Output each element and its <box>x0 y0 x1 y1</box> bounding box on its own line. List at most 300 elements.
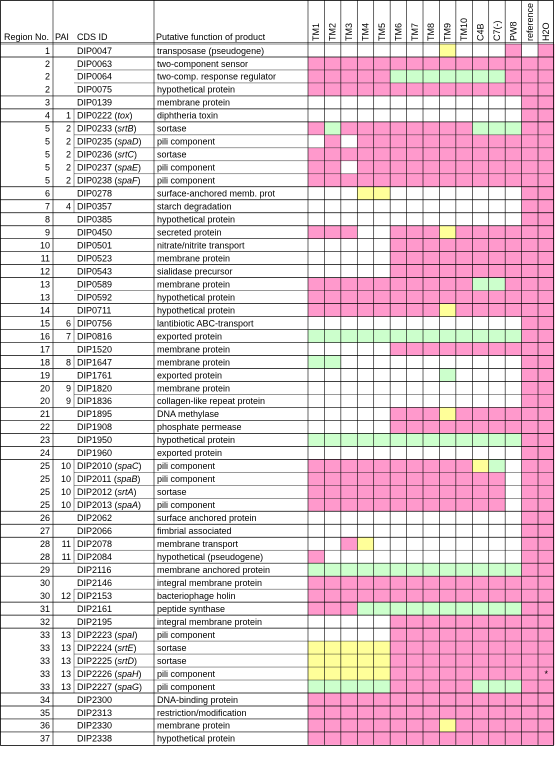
cell-DIP0075-TM2 <box>324 83 340 96</box>
cds-id: DIP2012 (srtA) <box>77 487 137 498</box>
cell-DIP0711-C4B <box>472 304 488 317</box>
cell-DIP2153-PW8 <box>505 589 521 602</box>
pai-number: 10 <box>60 461 71 472</box>
cell-DIP2227-TM6 <box>390 680 406 693</box>
cell-DIP2146-TM2 <box>324 576 340 589</box>
cell-DIP0238-reference <box>522 174 538 187</box>
cell-DIP2013-TM6 <box>390 498 406 511</box>
cell-DIP2330-TM3 <box>341 719 357 732</box>
cell-DIP2330-TM8 <box>423 719 439 732</box>
cell-DIP0523-TM10 <box>456 252 472 265</box>
cell-DIP2224-C7(-) <box>489 641 505 654</box>
cell-DIP0501-H2O <box>538 239 554 252</box>
cell-DIP2225-TM10 <box>456 654 472 667</box>
cds-id: DIP0543 <box>77 266 113 277</box>
putative-function: hypothetical protein <box>157 733 236 744</box>
cell-DIP2078-TM3 <box>341 537 357 550</box>
cell-DIP2116-TM2 <box>324 563 340 576</box>
cell-DIP2011-H2O <box>538 472 554 485</box>
region-number: 33 <box>39 668 50 679</box>
cell-DIP0233-C7(-) <box>489 122 505 135</box>
cell-DIP2013-TM1 <box>308 498 324 511</box>
cds-id: DIP1960 <box>77 448 113 459</box>
cell-DIP0063-C4B <box>472 57 488 70</box>
cell-DIP2146-TM6 <box>390 576 406 589</box>
cell-DIP2013-TM2 <box>324 498 340 511</box>
region-number: 34 <box>39 694 50 705</box>
cell-DIP2227-TM10 <box>456 680 472 693</box>
cell-DIP2011-TM2 <box>324 472 340 485</box>
cell-DIP2013-TM4 <box>357 498 373 511</box>
cell-DIP2153-TM3 <box>341 589 357 602</box>
cell-DIP0523-H2O <box>538 252 554 265</box>
cell-DIP2010-TM8 <box>423 459 439 472</box>
cell-DIP0075-C7(-) <box>489 83 505 96</box>
sample-header-tm8: TM8 <box>426 23 437 41</box>
sample-header-tm3: TM3 <box>344 23 355 41</box>
cell-DIP0064-TM8 <box>423 70 439 83</box>
pai-number: 2 <box>65 149 71 160</box>
cell-DIP1520-C7(-) <box>489 343 505 356</box>
cell-DIP0075-TM9 <box>439 83 455 96</box>
cell-DIP0816-reference <box>522 330 538 343</box>
cell-DIP2313-TM7 <box>407 706 423 719</box>
cds-id: DIP0236 (srtC) <box>77 149 138 160</box>
cell-DIP2116-TM6 <box>390 563 406 576</box>
putative-function: pili component <box>157 461 216 472</box>
cell-DIP1520-TM8 <box>423 343 439 356</box>
cell-DIP2225-C7(-) <box>489 654 505 667</box>
cell-DIP2226-C4B <box>472 667 488 680</box>
cell-DIP2225-H2O <box>538 654 554 667</box>
cell-DIP0063-H2O <box>538 57 554 70</box>
cell-DIP2116-TM7 <box>407 563 423 576</box>
cell-DIP1761-TM9 <box>439 369 455 382</box>
cell-DIP2338-H2O <box>538 732 554 745</box>
cell-DIP2224-PW8 <box>505 641 521 654</box>
putative-function: hypothetical protein <box>157 84 236 95</box>
cell-DIP2116-PW8 <box>505 563 521 576</box>
cell-DIP0592-TM3 <box>341 291 357 304</box>
cell-DIP0235-TM5 <box>374 135 390 148</box>
cds-id: DIP0523 <box>77 253 113 264</box>
putative-function: bacteriophage holin <box>157 590 236 601</box>
cell-DIP2012-C4B <box>472 485 488 498</box>
sample-header-h2o: H2O <box>541 22 552 41</box>
cell-DIP2300-C4B <box>472 693 488 706</box>
putative-function: hypothetical protein <box>157 435 236 446</box>
cds-id: DIP0075 <box>77 84 113 95</box>
cell-DIP2330-H2O <box>538 719 554 732</box>
putative-function: sortase <box>157 642 187 653</box>
cell-DIP2161-TM1 <box>308 602 324 615</box>
putative-function: exported protein <box>157 370 223 381</box>
cell-DIP2195-TM10 <box>456 615 472 628</box>
cell-DIP1895-TM6 <box>390 407 406 420</box>
cell-DIP2116-TM8 <box>423 563 439 576</box>
cell-DIP2300-TM5 <box>374 693 390 706</box>
cds-id: DIP2195 <box>77 616 113 627</box>
cell-DIP0139-reference <box>522 96 538 109</box>
cell-DIP2224-TM9 <box>439 641 455 654</box>
sample-header-tm9: TM9 <box>442 23 453 41</box>
cell-DIP0075-TM1 <box>308 83 324 96</box>
cell-DIP0047-PW8 <box>505 44 521 57</box>
cell-DIP2161-TM7 <box>407 602 423 615</box>
cell-DIP0075-TM7 <box>407 83 423 96</box>
putative-function: lantibiotic ABC-transport <box>157 318 254 329</box>
cell-DIP0711-TM3 <box>341 304 357 317</box>
region-number: 13 <box>39 292 50 303</box>
cell-DIP0711-TM1 <box>308 304 324 317</box>
cell-DIP0075-TM5 <box>374 83 390 96</box>
cell-DIP0235-C7(-) <box>489 135 505 148</box>
putative-function: membrane protein <box>157 344 231 355</box>
cell-DIP2012-TM6 <box>390 485 406 498</box>
cell-DIP2012-TM3 <box>341 485 357 498</box>
cell-DIP2223-PW8 <box>505 628 521 641</box>
cds-id: DIP0592 <box>77 292 113 303</box>
cell-DIP2224-TM1 <box>308 641 324 654</box>
cell-DIP0233-TM10 <box>456 122 472 135</box>
cell-DIP2223-reference <box>522 628 538 641</box>
cell-DIP1950-TM5 <box>374 433 390 446</box>
cell-DIP0238-TM7 <box>407 174 423 187</box>
pai-number: 13 <box>60 655 71 666</box>
cell-DIP0523-C7(-) <box>489 252 505 265</box>
cell-DIP2195-TM6 <box>390 615 406 628</box>
cell-DIP2224-reference <box>522 641 538 654</box>
cell-DIP2224-TM6 <box>390 641 406 654</box>
cell-DIP0711-PW8 <box>505 304 521 317</box>
cell-DIP1950-TM2 <box>324 433 340 446</box>
cds-id: DIP1520 <box>77 344 113 355</box>
region-number: 2 <box>44 71 50 82</box>
cell-DIP0501-TM9 <box>439 239 455 252</box>
cell-DIP0501-TM10 <box>456 239 472 252</box>
region-number: 16 <box>39 331 50 342</box>
cell-DIP0064-reference <box>522 70 538 83</box>
cell-DIP1908-TM10 <box>456 420 472 433</box>
cell-DIP1520-PW8 <box>505 343 521 356</box>
cds-id: DIP2224 (srtE) <box>77 642 137 653</box>
putative-function: nitrate/nitrite transport <box>157 240 245 251</box>
putative-function: two-component sensor <box>157 58 249 69</box>
cell-DIP2011-TM3 <box>341 472 357 485</box>
putative-function: secreted protein <box>157 227 222 238</box>
cell-DIP0237-reference <box>522 161 538 174</box>
region-number: 8 <box>44 214 50 225</box>
cds-id: DIP0450 <box>77 227 113 238</box>
cell-DIP0237-TM8 <box>423 161 439 174</box>
cell-DIP0816-TM6 <box>390 330 406 343</box>
cell-DIP1950-TM3 <box>341 433 357 446</box>
cell-DIP2013-H2O <box>538 498 554 511</box>
cell-DIP0523-TM6 <box>390 252 406 265</box>
cell-DIP0064-TM2 <box>324 70 340 83</box>
cds-id: DIP0385 <box>77 214 113 225</box>
cell-DIP1761-H2O <box>538 369 554 382</box>
cell-DIP0075-reference <box>522 83 538 96</box>
cell-DIP2013-TM9 <box>439 498 455 511</box>
cds-id: DIP1647 <box>77 357 113 368</box>
cell-DIP2227-TM3 <box>341 680 357 693</box>
cds-id: DIP2013 (spaA) <box>77 500 142 511</box>
cell-DIP1895-C4B <box>472 407 488 420</box>
cell-DIP2225-TM5 <box>374 654 390 667</box>
cell-DIP0064-H2O <box>538 70 554 83</box>
cell-DIP0357-reference <box>522 200 538 213</box>
cell-DIP2313-PW8 <box>505 706 521 719</box>
cell-DIP2146-TM4 <box>357 576 373 589</box>
region-number: 9 <box>44 227 50 238</box>
cell-DIP0450-C4B <box>472 226 488 239</box>
cell-DIP2012-TM10 <box>456 485 472 498</box>
cell-DIP2010-TM1 <box>308 459 324 472</box>
cell-DIP0589-H2O <box>538 278 554 291</box>
cell-DIP2161-TM3 <box>341 602 357 615</box>
cell-DIP1908-C4B <box>472 420 488 433</box>
putative-function: membrane protein <box>157 383 231 394</box>
region-number: 33 <box>39 655 50 666</box>
cell-DIP0222-H2O <box>538 109 554 122</box>
cell-DIP2010-C7(-) <box>489 459 505 472</box>
cell-DIP2195-TM9 <box>439 615 455 628</box>
cell-DIP2161-TM4 <box>357 602 373 615</box>
pai-number: 11 <box>61 539 71 550</box>
cell-DIP2313-C4B <box>472 706 488 719</box>
cell-DIP2223-TM10 <box>456 628 472 641</box>
cell-DIP2330-PW8 <box>505 719 521 732</box>
region-number: 10 <box>39 240 50 251</box>
cell-DIP2330-C4B <box>472 719 488 732</box>
cell-DIP2224-TM4 <box>357 641 373 654</box>
cds-id: DIP0233 (srtB) <box>77 123 137 134</box>
cell-DIP0816-TM1 <box>308 330 324 343</box>
cell-DIP2224-TM3 <box>341 641 357 654</box>
cell-DIP1950-TM7 <box>407 433 423 446</box>
cell-DIP0236-reference <box>522 148 538 161</box>
cell-DIP0238-C7(-) <box>489 174 505 187</box>
putative-function: hypothetical protein <box>157 292 236 303</box>
cell-DIP2010-TM2 <box>324 459 340 472</box>
cell-DIP2313-TM2 <box>324 706 340 719</box>
cell-DIP2225-PW8 <box>505 654 521 667</box>
cds-id: DIP1895 <box>77 409 113 420</box>
cell-DIP0756-H2O <box>538 317 554 330</box>
cell-DIP2010-H2O <box>538 459 554 472</box>
cell-DIP0235-TM6 <box>390 135 406 148</box>
cell-DIP0236-TM7 <box>407 148 423 161</box>
region-number: 24 <box>39 448 50 459</box>
cell-DIP2011-TM8 <box>423 472 439 485</box>
cell-DIP2010-TM4 <box>357 459 373 472</box>
sample-header-tm6: TM6 <box>393 23 404 41</box>
region-number: 12 <box>39 266 50 277</box>
cell-DIP0238-TM3 <box>341 174 357 187</box>
pai-number: 2 <box>65 162 71 173</box>
cds-id: DIP2116 <box>77 564 112 575</box>
putative-function: sortase <box>157 123 187 134</box>
cds-id: DIP2223 (spaI) <box>77 629 138 640</box>
cds-id: DIP2153 <box>77 590 113 601</box>
region-number: 13 <box>39 279 50 290</box>
cell-DIP0816-TM8 <box>423 330 439 343</box>
cell-DIP2010-C4B <box>472 459 488 472</box>
cell-DIP2227-TM5 <box>374 680 390 693</box>
region-number: 22 <box>39 422 50 433</box>
putative-function: membrane protein <box>157 357 231 368</box>
pai-number: 8 <box>65 357 71 368</box>
cell-DIP0592-TM9 <box>439 291 455 304</box>
cell-DIP2313-TM10 <box>456 706 472 719</box>
cell-DIP2338-reference <box>522 732 538 745</box>
cell-DIP0385-reference <box>522 213 538 226</box>
cell-DIP0450-TM7 <box>407 226 423 239</box>
cell-DIP2227-TM7 <box>407 680 423 693</box>
putative-function: two-comp. response regulator <box>157 71 277 82</box>
cell-DIP0711-C7(-) <box>489 304 505 317</box>
putative-function: hypothetical protein <box>157 305 236 316</box>
putative-function: DNA-binding protein <box>157 694 239 705</box>
cell-DIP2225-TM4 <box>357 654 373 667</box>
cell-DIP2338-TM3 <box>341 732 357 745</box>
cell-DIP0237-TM9 <box>439 161 455 174</box>
cds-id: DIP0711 <box>77 305 112 316</box>
cell-DIP2224-TM8 <box>423 641 439 654</box>
cell-DIP2227-H2O <box>538 680 554 693</box>
cell-DIP0711-TM2 <box>324 304 340 317</box>
cell-DIP2012-TM1 <box>308 485 324 498</box>
footnote-marker: * <box>544 668 548 679</box>
cell-DIP2338-TM5 <box>374 732 390 745</box>
cell-DIP0064-TM4 <box>357 70 373 83</box>
cell-DIP0236-TM2 <box>324 148 340 161</box>
cell-DIP2011-TM4 <box>357 472 373 485</box>
cell-DIP2227-TM9 <box>439 680 455 693</box>
cell-DIP0063-TM9 <box>439 57 455 70</box>
cell-DIP0238-C4B <box>472 174 488 187</box>
cell-DIP0589-TM4 <box>357 278 373 291</box>
cds-id: DIP2161 <box>77 603 113 614</box>
cell-DIP2011-reference <box>522 472 538 485</box>
putative-function: diphtheria toxin <box>157 110 219 121</box>
cell-DIP0236-PW8 <box>505 148 521 161</box>
cell-DIP0237-TM1 <box>308 161 324 174</box>
cell-DIP1908-C7(-) <box>489 420 505 433</box>
cell-DIP0236-TM8 <box>423 148 439 161</box>
cell-DIP2338-TM2 <box>324 732 340 745</box>
cell-DIP2225-TM2 <box>324 654 340 667</box>
cell-DIP0816-PW8 <box>505 330 521 343</box>
region-number: 31 <box>39 603 50 614</box>
cell-DIP2153-TM9 <box>439 589 455 602</box>
cell-DIP2223-TM7 <box>407 628 423 641</box>
region-number: 30 <box>39 577 50 588</box>
cell-DIP1520-TM9 <box>439 343 455 356</box>
cell-DIP2146-TM1 <box>308 576 324 589</box>
cell-DIP2146-PW8 <box>505 576 521 589</box>
cell-DIP0501-C7(-) <box>489 239 505 252</box>
cell-DIP2226-TM7 <box>407 667 423 680</box>
cell-DIP2313-TM5 <box>374 706 390 719</box>
cell-DIP1908-TM8 <box>423 420 439 433</box>
cell-DIP1908-PW8 <box>505 420 521 433</box>
cell-DIP0543-TM6 <box>390 265 406 278</box>
cell-DIP0236-TM3 <box>341 148 357 161</box>
cell-DIP2011-TM9 <box>439 472 455 485</box>
cell-DIP1520-H2O <box>538 343 554 356</box>
cell-DIP2195-TM8 <box>423 615 439 628</box>
cds-id: DIP0064 <box>77 71 113 82</box>
cell-DIP2116-TM10 <box>456 563 472 576</box>
cell-DIP2223-C7(-) <box>489 628 505 641</box>
cell-DIP2300-TM9 <box>439 693 455 706</box>
cell-DIP0047-H2O <box>538 44 554 57</box>
cell-DIP0233-TM6 <box>390 122 406 135</box>
cell-DIP2300-TM7 <box>407 693 423 706</box>
cell-DIP2300-TM4 <box>357 693 373 706</box>
cell-DIP2225-reference <box>522 654 538 667</box>
cell-DIP0064-TM7 <box>407 70 423 83</box>
cell-DIP1520-C4B <box>472 343 488 356</box>
cell-DIP0235-TM7 <box>407 135 423 148</box>
cell-DIP1908-TM7 <box>407 420 423 433</box>
cell-DIP2195-TM7 <box>407 615 423 628</box>
cell-DIP2313-reference <box>522 706 538 719</box>
cell-DIP0238-H2O <box>538 174 554 187</box>
cell-DIP2013-TM3 <box>341 498 357 511</box>
cell-DIP0711-TM5 <box>374 304 390 317</box>
cell-DIP0237-TM4 <box>357 161 373 174</box>
cell-DIP0237-C4B <box>472 161 488 174</box>
cds-id: DIP2146 <box>77 577 113 588</box>
cell-DIP0063-TM6 <box>390 57 406 70</box>
cell-DIP0450-TM3 <box>341 226 357 239</box>
region-number: 2 <box>44 84 50 95</box>
cell-DIP0501-reference <box>522 239 538 252</box>
cell-DIP0278-reference <box>522 187 538 200</box>
cell-DIP0233-TM8 <box>423 122 439 135</box>
cell-DIP2161-PW8 <box>505 602 521 615</box>
cell-DIP1908-H2O <box>538 420 554 433</box>
cell-DIP2153-TM10 <box>456 589 472 602</box>
cds-id: DIP0278 <box>77 188 113 199</box>
cell-DIP0233-TM9 <box>439 122 455 135</box>
cell-DIP0236-C4B <box>472 148 488 161</box>
cell-DIP0592-reference <box>522 291 538 304</box>
cell-DIP0711-TM4 <box>357 304 373 317</box>
region-number: 15 <box>39 318 50 329</box>
cell-DIP2010-TM6 <box>390 459 406 472</box>
cell-DIP2226-TM1 <box>308 667 324 680</box>
cell-DIP0278-TM5 <box>374 187 390 200</box>
cds-id: DIP1836 <box>77 396 113 407</box>
cell-DIP1950-TM8 <box>423 433 439 446</box>
cell-DIP2012-TM9 <box>439 485 455 498</box>
cell-DIP1836-H2O <box>538 394 554 407</box>
cell-DIP2146-TM8 <box>423 576 439 589</box>
putative-function: integral membrane protein <box>157 577 263 588</box>
cds-id: DIP0238 (spaF) <box>77 175 141 186</box>
cell-DIP0816-C4B <box>472 330 488 343</box>
cell-DIP2012-H2O <box>538 485 554 498</box>
pai-number: 2 <box>65 136 71 147</box>
cell-DIP0233-TM3 <box>341 122 357 135</box>
cell-DIP0238-TM10 <box>456 174 472 187</box>
cell-DIP2013-TM5 <box>374 498 390 511</box>
cds-id: DIP2084 <box>77 552 113 562</box>
